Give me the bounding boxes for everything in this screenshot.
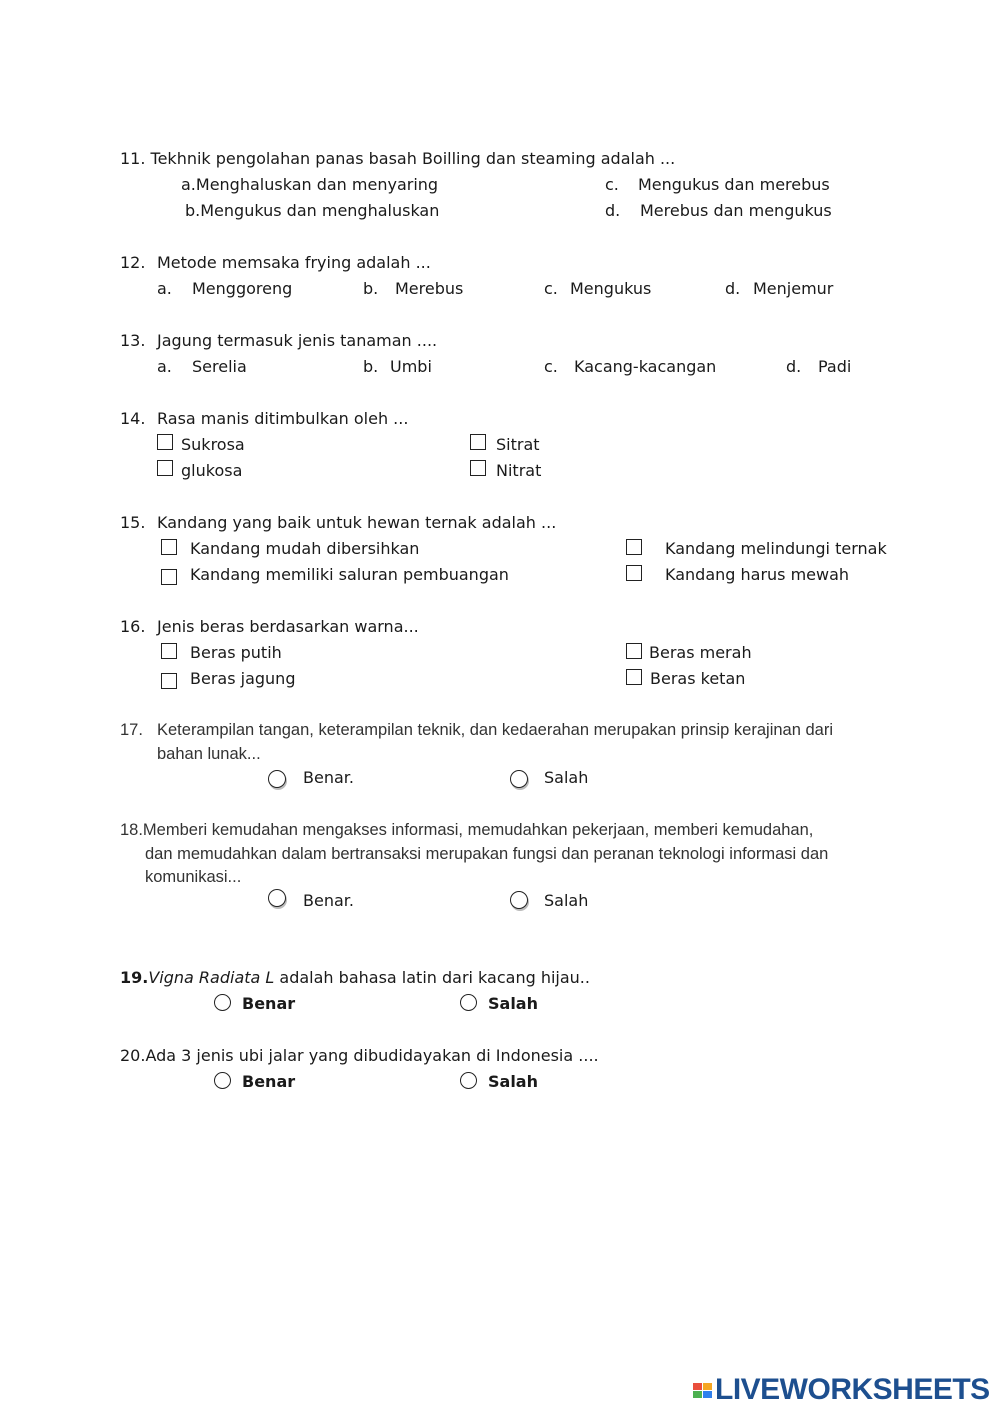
q16-question: Jenis beras berdasarkan warna...: [157, 617, 419, 636]
q11-option-b[interactable]: b.Mengukus dan menghaluskan: [185, 201, 440, 220]
q13-letter-b: b.: [363, 357, 379, 376]
q15-checkbox-4[interactable]: [626, 565, 642, 581]
q15-checkbox-1[interactable]: [161, 539, 177, 555]
q14-option-4: Nitrat: [496, 461, 542, 480]
q17-question-line2: bahan lunak...: [157, 745, 261, 763]
liveworksheets-logo: [693, 1374, 990, 1406]
q12-option-c[interactable]: Mengukus: [570, 279, 652, 298]
q20-option-benar: Benar: [242, 1072, 296, 1091]
q13-option-d[interactable]: Padi: [818, 357, 852, 376]
q20-option-salah: Salah: [488, 1072, 538, 1091]
q16-checkbox-1[interactable]: [161, 643, 177, 659]
q18-radio-salah[interactable]: [510, 891, 528, 909]
q15-option-2: Kandang melindungi ternak: [665, 539, 887, 558]
q20-radio-salah[interactable]: [460, 1072, 477, 1089]
q12-letter-a: a.: [157, 279, 172, 298]
q13-letter-c: c.: [544, 357, 558, 376]
q14-checkbox-3[interactable]: [157, 460, 173, 476]
q15-checkbox-3[interactable]: [161, 569, 177, 585]
q19-option-salah: Salah: [488, 994, 538, 1013]
q16-option-2: Beras merah: [649, 643, 752, 662]
q16-checkbox-4[interactable]: [626, 669, 642, 685]
q13-question: Jagung termasuk jenis tanaman ....: [157, 331, 438, 350]
q18-option-salah: Salah: [544, 891, 589, 910]
q15-number: 15.: [120, 513, 146, 532]
q13-option-c[interactable]: Kacang-kacangan: [574, 357, 717, 376]
q17-option-salah: Salah: [544, 768, 589, 787]
q11-question: 11. Tekhnik pengolahan panas basah Boilling dan steaming adalah ...: [120, 149, 676, 168]
q20-question: 20.Ada 3 jenis ubi jalar yang dibudidayakan di Indonesia ....: [120, 1046, 599, 1065]
q12-letter-c: c.: [544, 279, 558, 298]
q14-question: Rasa manis ditimbulkan oleh ...: [157, 409, 409, 428]
q12-option-b[interactable]: Merebus: [395, 279, 464, 298]
q11-option-d[interactable]: Merebus dan mengukus: [640, 201, 832, 220]
logo-wordmark: LIVEWORKSHEETS: [715, 1373, 990, 1406]
q17-radio-salah[interactable]: [510, 770, 528, 788]
q17-question-line1: Keterampilan tangan, keterampilan teknik, dan kedaerahan merupakan prinsip kerajinan dari: [157, 721, 833, 739]
q15-question: Kandang yang baik untuk hewan ternak adalah ...: [157, 513, 557, 532]
q19-option-benar: Benar: [242, 994, 296, 1013]
q17-number: 17.: [120, 721, 143, 739]
q18-radio-benar[interactable]: [268, 889, 286, 907]
q12-letter-b: b.: [363, 279, 379, 298]
q19-number: 19.: [120, 968, 149, 987]
logo-tile: [703, 1391, 712, 1398]
q14-number: 14.: [120, 409, 146, 428]
q16-checkbox-2[interactable]: [626, 643, 642, 659]
logo-tile: [693, 1391, 702, 1398]
q12-number: 12.: [120, 253, 146, 272]
q11-option-c[interactable]: Mengukus dan merebus: [638, 175, 830, 194]
q19-latin-name: Vigna Radiata L: [148, 968, 275, 987]
logo-tile: [693, 1383, 702, 1390]
q17-option-benar: Benar.: [303, 768, 354, 787]
q13-option-b[interactable]: Umbi: [390, 357, 432, 376]
q18-question-line2: dan memudahkan dalam bertransaksi merupakan fungsi dan peranan teknologi informasi dan: [145, 845, 829, 863]
q14-option-3: glukosa: [181, 461, 243, 480]
q12-letter-d: d.: [725, 279, 741, 298]
q19-question-rest: adalah bahasa latin dari kacang hijau..: [274, 968, 590, 987]
logo-tiles-icon: [693, 1383, 712, 1398]
logo-tile: [703, 1383, 712, 1390]
q15-option-1: Kandang mudah dibersihkan: [190, 539, 420, 558]
q16-option-1: Beras putih: [190, 643, 282, 662]
q16-number: 16.: [120, 617, 146, 636]
q18-option-benar: Benar.: [303, 891, 354, 910]
q14-option-1: Sukrosa: [181, 435, 245, 454]
q16-option-4: Beras ketan: [650, 669, 746, 688]
q19-radio-salah[interactable]: [460, 994, 477, 1011]
q11-option-a[interactable]: a.Menghaluskan dan menyaring: [181, 175, 439, 194]
q12-question: Metode memsaka frying adalah ...: [157, 253, 431, 272]
q15-option-4: Kandang harus mewah: [665, 565, 850, 584]
q16-checkbox-3[interactable]: [161, 673, 177, 689]
q15-option-3: Kandang memiliki saluran pembuangan: [190, 565, 509, 584]
q18-question-line1: 18.Memberi kemudahan mengakses informasi, memudahkan pekerjaan, memberi kemudahan,: [120, 821, 814, 839]
q18-question-line3: komunikasi...: [145, 868, 242, 886]
q17-radio-benar[interactable]: [268, 770, 286, 788]
q12-option-a[interactable]: Menggoreng: [192, 279, 293, 298]
q13-letter-a: a.: [157, 357, 172, 376]
q14-option-2: Sitrat: [496, 435, 540, 454]
q12-option-d[interactable]: Menjemur: [753, 279, 834, 298]
q13-letter-d: d.: [786, 357, 802, 376]
q20-radio-benar[interactable]: [214, 1072, 231, 1089]
q13-option-a[interactable]: Serelia: [192, 357, 247, 376]
q11-letter-d: d.: [605, 201, 621, 220]
q14-checkbox-1[interactable]: [157, 434, 173, 450]
q16-option-3: Beras jagung: [190, 669, 296, 688]
q13-number: 13.: [120, 331, 146, 350]
q15-checkbox-2[interactable]: [626, 539, 642, 555]
q14-checkbox-4[interactable]: [470, 460, 486, 476]
q11-letter-c: c.: [605, 175, 619, 194]
q19-radio-benar[interactable]: [214, 994, 231, 1011]
q14-checkbox-2[interactable]: [470, 434, 486, 450]
q19-question: [120, 968, 590, 988]
